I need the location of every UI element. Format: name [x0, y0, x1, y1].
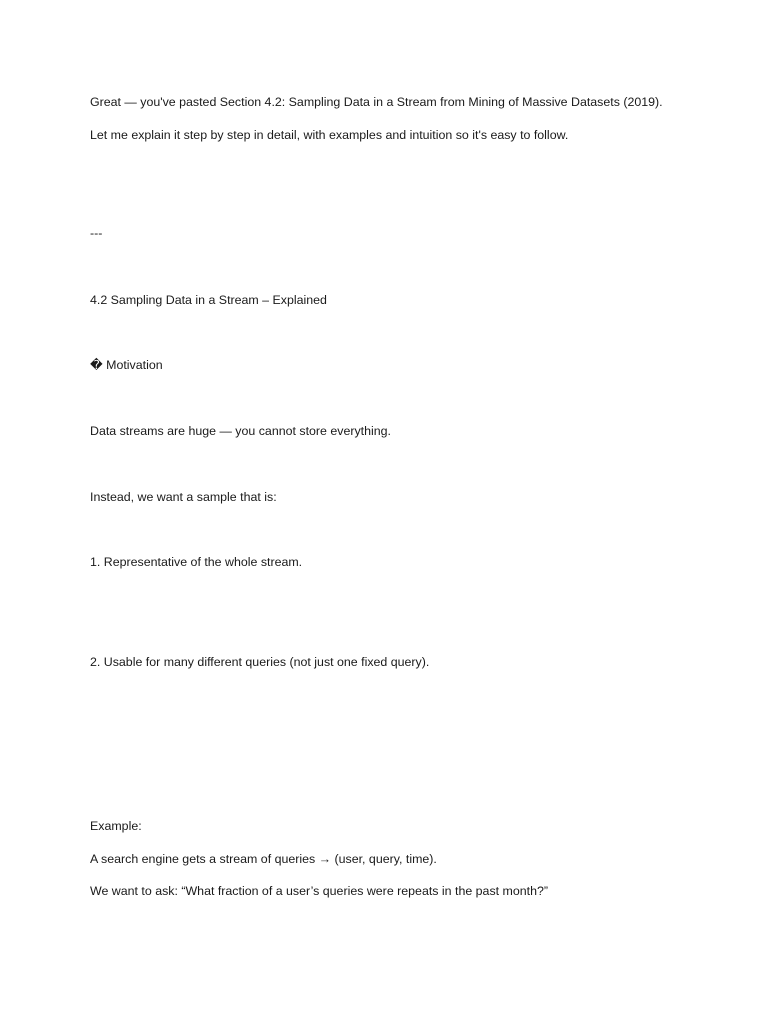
- sample-intro-paragraph: Instead, we want a sample that is:: [90, 490, 277, 504]
- example-paragraph: A search engine gets a stream of queries → (user, query, time).: [90, 852, 437, 866]
- streams-paragraph: Data streams are huge — you cannot store everything.: [90, 424, 391, 438]
- question-paragraph: We want to ask: “What fraction of a user’s queries were repeats in the past month?”: [90, 884, 548, 898]
- example-label: Example:: [90, 819, 142, 833]
- intro-paragraph: Great — you've pasted Section 4.2: Sampling Data in a Stream from Mining of Massive Datasets (2019).: [90, 95, 663, 109]
- section-heading: 4.2 Sampling Data in a Stream – Explained: [90, 293, 327, 307]
- list-item-2: 2. Usable for many different queries (not just one fixed query).: [90, 655, 430, 669]
- explain-paragraph: Let me explain it step by step in detail, with examples and intuition so it's easy to follow.: [90, 128, 569, 142]
- list-item-1: 1. Representative of the whole stream.: [90, 555, 303, 569]
- separator-text: ---: [90, 226, 103, 240]
- motivation-heading: � Motivation: [90, 358, 163, 372]
